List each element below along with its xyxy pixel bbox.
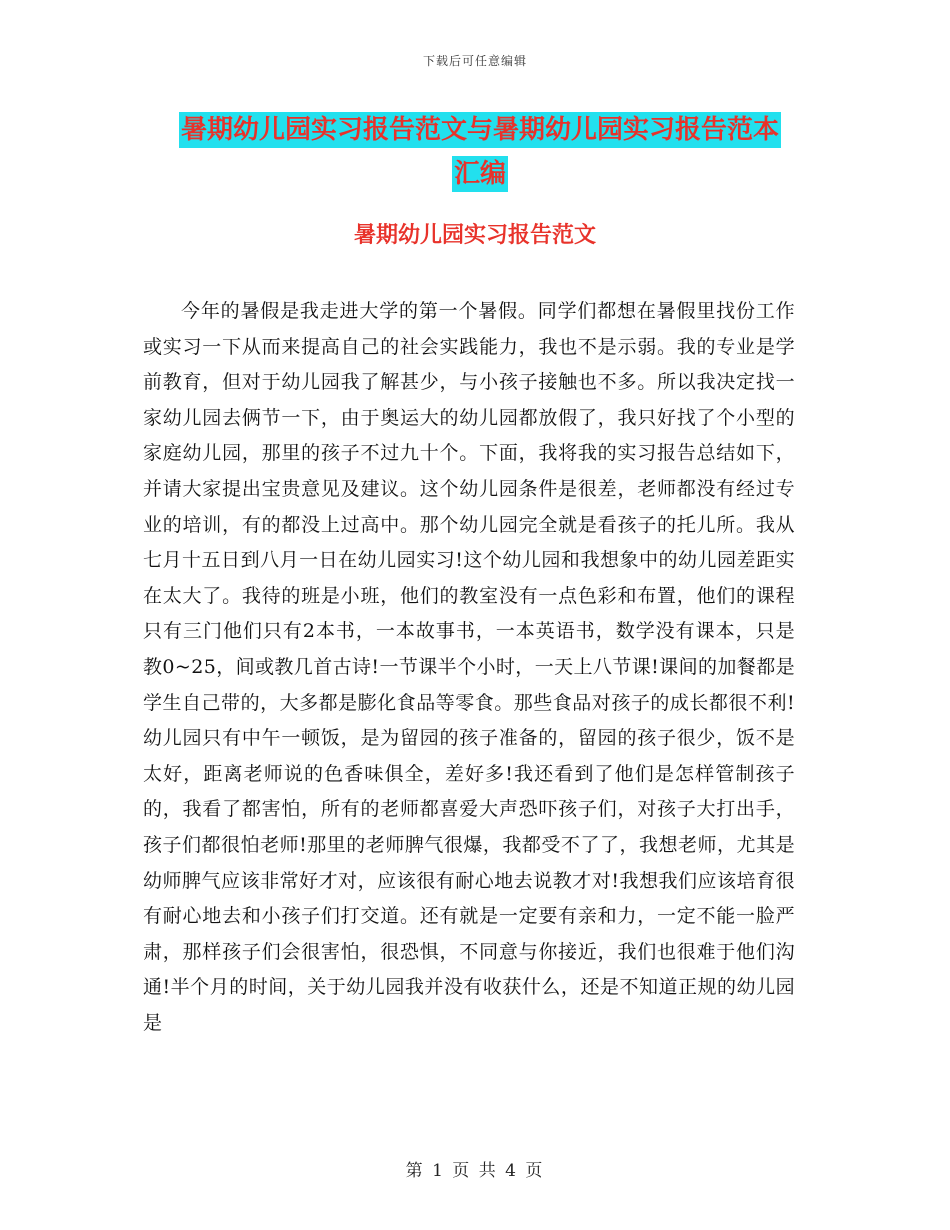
header-note: 下载后可任意编辑 xyxy=(422,54,527,68)
document-title-line1: 暑期幼儿园实习报告范文与暑期幼儿园实习报告范本 xyxy=(179,112,781,148)
document-title xyxy=(150,108,810,196)
body-paragraph: 今年的暑假是我走进大学的第一个暑假。同学们都想在暑假里找份工作或实习一下从而来提高自己的社会实践能力，我也不是示弱。我的专业是学前教育，但对于幼儿园我了解甚少，与小孩子接触也不多。所以我决定找一家幼儿园去俩节一下，由于奥运大的幼儿园都放假了，我只好找了个小型的家庭幼儿园，那里的孩子不过九十个。下面，我将我的实习报告总结如下，并请大家提出宝贵意见及建议。这个幼儿园条件是很差，老师都没有经过专业的培训，有的都没上过高中。那个幼儿园完全就是看孩子的托儿所。我从七月十五日到八月一日在幼儿园实习!这个幼儿园和我想象中的幼儿园差距实在太大了。我待的班是小班，他们的教室没有一点色彩和布置，他们的课程只有三门他们只有2本书，一本故事书，一本英语书，数学没有课本，只是教0~25，间或教几首古诗!一节课半个小时，一天上八节课!课间的加餐都是学生自己带的，大多都是膨化食品等零食。那些食品对孩子的成长都很不利!幼儿园只有中午一顿饭，是为留园的孩子准备的，留园的孩子很少，饭不是太好，距离老师说的色香味俱全，差好多!我还看到了他们是怎样管制孩子的，我看了都害怕，所有的老师都喜爱大声恐吓孩子们，对孩子大打出手，孩子们都很怕老师!那里的老师脾气很爆，我都受不了了，我想老师，尤其是幼师脾气应该非常好才对，应该很有耐心地去说教才对!我想我们应该培育很有耐心地去和小孩子们打交道。还有就是一定要有亲和力，一定不能一脸严肃，那样孩子们会很害怕，很恐惧，不同意与你接近，我们也很难于他们沟通!半个月的时间，关于幼儿园我并没有收获什么，还是不知道正规的幼儿园是 xyxy=(143,300,795,1034)
document-title-line2: 汇编 xyxy=(452,156,508,192)
page-footer: 第 1 页 共 4 页 xyxy=(405,1161,545,1181)
section-title: 暑期幼儿园实习报告范文 xyxy=(353,223,596,248)
